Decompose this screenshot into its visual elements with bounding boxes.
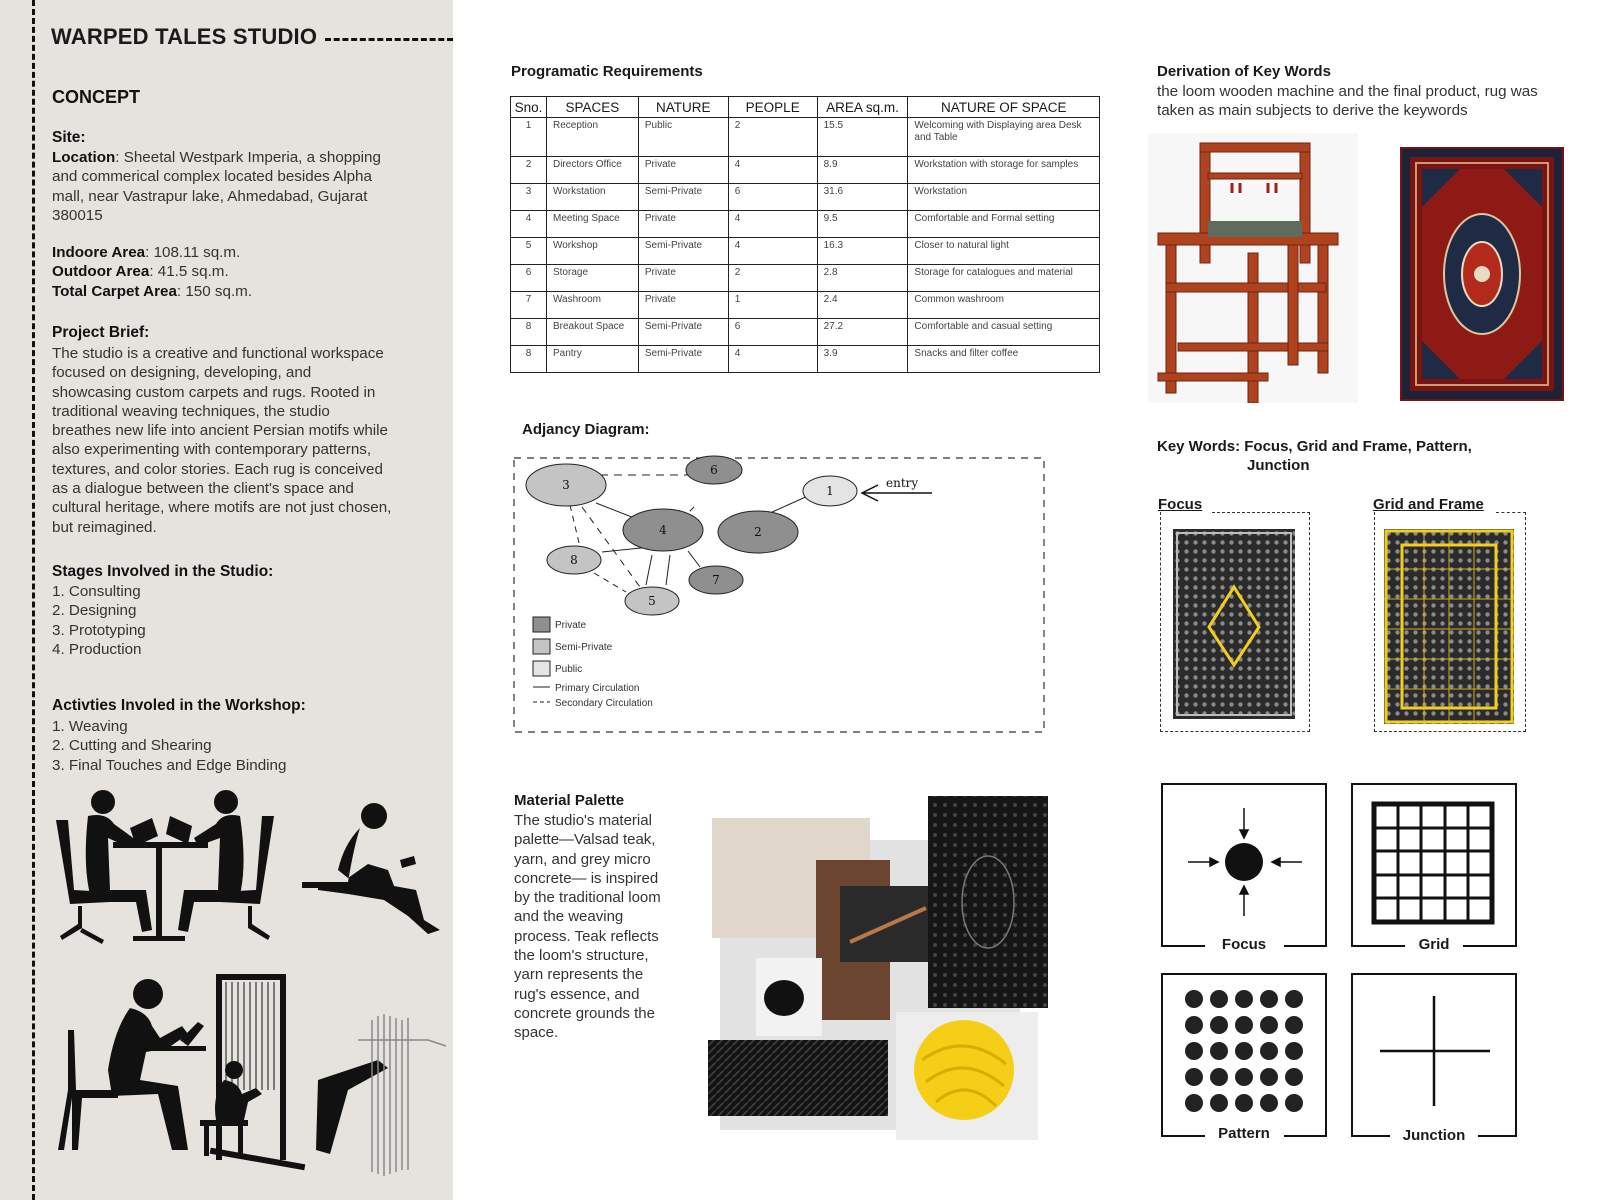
list-item: 3. Final Touches and Edge Binding (52, 756, 287, 774)
junction-icon-label: Junction (1402, 1127, 1466, 1144)
focus-label: Focus (1158, 496, 1203, 513)
table-cell: Private (638, 211, 728, 238)
column-header: AREA sq.m. (817, 97, 908, 118)
legend-secondary: Secondary Circulation (555, 698, 653, 709)
column-header: SPACES (546, 97, 638, 118)
legend-swatch-public (533, 661, 550, 676)
program-table (510, 96, 1100, 373)
grid-icon-card (1350, 782, 1518, 953)
dark-rug-swatch (928, 796, 1048, 1008)
indoor-value: : 108.11 sq.m. (145, 244, 241, 261)
table-cell: 4 (728, 157, 817, 184)
table-cell: Washroom (546, 292, 638, 319)
program-title: Programatic Requirements (511, 63, 703, 80)
table-row (511, 238, 1100, 265)
derivation-text: the loom wooden machine and the final product, rug was taken as main subjects to derive the keywords (1157, 83, 1538, 119)
table-cell: Semi-Private (638, 184, 728, 211)
focus-icon-card (1160, 782, 1328, 953)
table-cell: Private (638, 292, 728, 319)
brief-text: The studio is a creative and functional workspace focused on designing, developing, and showcasing custom carpets and rugs. Rooted in traditional weaving techniques, the studio breathes new life into ancient Persian motifs while also experimenting with contemporary patterns, textures, and color stories. Each rug is conceived as a dialogue between the client's space and cultural heritage, where motifs are not just chosen, but reimagined. (52, 345, 392, 536)
table-cell: 3.9 (817, 346, 908, 373)
table-row (511, 265, 1100, 292)
concept-sidebar (0, 0, 453, 1200)
location-label: Location (52, 149, 116, 166)
location-text: : Sheetal Westpark Imperia, a shopping and commerical complex located besides Alpha mall, near Vastrapur lake, Ahmedabad, Gujarat 380015 (52, 149, 381, 224)
table-cell: Meeting Space (546, 211, 638, 238)
table-cell: Semi-Private (638, 238, 728, 265)
table-cell: 31.6 (817, 184, 908, 211)
table-row (511, 292, 1100, 319)
outdoor-value: : 41.5 sq.m. (149, 263, 229, 281)
persian-rug-image (1400, 147, 1564, 401)
table-cell: Private (638, 265, 728, 292)
junction-icon (1350, 972, 1518, 1138)
table-row (511, 118, 1100, 157)
list-item: 1. Weaving (52, 718, 128, 735)
keywords-title-line2: Junction (1247, 457, 1310, 474)
focus-icon (1160, 782, 1328, 948)
table-header-row (511, 97, 1100, 118)
site-heading: Site: (52, 129, 86, 146)
list-item: 4. Production (52, 640, 142, 658)
list-item: 1. Consulting (52, 583, 141, 600)
table-cell: 8.9 (817, 157, 908, 184)
table-cell: Private (638, 157, 728, 184)
table-cell: 4 (728, 238, 817, 265)
sidebar-dashed-line (32, 0, 35, 1200)
node-label-5: 5 (648, 594, 656, 608)
total-value: : 150 sq.m. (176, 282, 253, 300)
keywords-title-line1: Key Words: Focus, Grid and Frame, Pattern, (1157, 438, 1472, 455)
table-row (511, 157, 1100, 184)
table-cell: 2 (728, 118, 817, 157)
grid-icon (1350, 782, 1518, 948)
table-cell: Breakout Space (546, 319, 638, 346)
stages-list (52, 582, 146, 659)
workshop-silhouette (58, 974, 388, 1170)
table-cell: Workshop (546, 238, 638, 265)
table-cell: Workstation with storage for samples (908, 157, 1100, 184)
grid-rug-image (1384, 529, 1514, 724)
pattern-icon (1160, 972, 1328, 1138)
table-cell: 15.5 (817, 118, 908, 157)
focus-icon-label: Focus (1221, 936, 1267, 953)
table-cell: 2 (728, 265, 817, 292)
table-cell: 6 (728, 184, 817, 211)
column-header: NATURE (638, 97, 728, 118)
studio-title: WARPED TALES STUDIO (51, 24, 318, 49)
list-item: 2. Cutting and Shearing (52, 737, 212, 755)
table-cell: 4 (728, 211, 817, 238)
table-cell: Semi-Private (638, 346, 728, 373)
table-cell: Pantry (546, 346, 638, 373)
table-cell: 16.3 (817, 238, 908, 265)
table-cell: Comfortable and Formal setting (908, 211, 1100, 238)
table-cell: Reception (546, 118, 638, 157)
space-nodes (526, 456, 857, 615)
table-cell: Snacks and filter coffee (908, 346, 1100, 373)
table-cell: Closer to natural light (908, 238, 1100, 265)
black-yarn-swatch (708, 1040, 888, 1116)
table-cell: Storage (546, 265, 638, 292)
table-cell: Welcoming with Displaying area Desk and Table (908, 118, 1100, 157)
activities-heading: Activties Involed in the Workshop: (52, 697, 306, 714)
table-cell: 4 (511, 211, 547, 238)
legend-swatch-semi-private (533, 639, 550, 654)
table-cell: 6 (511, 265, 547, 292)
junction-icon-card (1350, 972, 1518, 1144)
node-label-7: 7 (712, 573, 720, 587)
table-row (511, 346, 1100, 373)
table-row (511, 184, 1100, 211)
table-cell: 6 (728, 319, 817, 346)
table-cell: 2.8 (817, 265, 908, 292)
yellow-yarn-ball (914, 1020, 1014, 1120)
table-cell: 7 (511, 292, 547, 319)
grid-frame-top (1496, 512, 1526, 513)
keywords-title (1157, 437, 1537, 475)
grid-frame-label: Grid and Frame (1373, 496, 1484, 513)
activity-silhouettes (48, 790, 458, 1200)
table-cell: 8 (511, 346, 547, 373)
table-cell: 2.4 (817, 292, 908, 319)
adjacency-title: Adjancy Diagram: (522, 421, 650, 438)
table-cell: 27.2 (817, 319, 908, 346)
stages-heading: Stages Involved in the Studio: (52, 563, 274, 580)
derivation-title: Derivation of Key Words (1157, 63, 1331, 80)
table-cell: Storage for catalogues and material (908, 265, 1100, 292)
table-cell: 1 (728, 292, 817, 319)
table-cell: 1 (511, 118, 547, 157)
area-summary (52, 243, 382, 301)
table-row (511, 211, 1100, 238)
material-collage (700, 790, 1050, 1150)
node-label-3: 3 (562, 478, 570, 492)
grid-icon-label: Grid (1418, 936, 1450, 953)
meeting-silhouette (56, 790, 440, 944)
total-label: Total Carpet Area (52, 282, 177, 300)
column-header: Sno. (511, 97, 547, 118)
legend-swatch-private (533, 617, 550, 632)
outdoor-label: Outdoor Area (52, 263, 150, 281)
pattern-icon-label: Pattern (1218, 1125, 1270, 1142)
material-text: The studio's material palette—Valsad teak, yarn, and grey micro concrete— is inspired by the traditional loom and the weaving process. Teak reflects the loom's structure, yarn represents the rug's essence, and concrete grounds the space. (514, 812, 661, 1042)
node-label-4: 4 (659, 523, 667, 537)
concept-heading: CONCEPT (52, 87, 141, 107)
node-label-1: 1 (826, 484, 834, 498)
column-header: PEOPLE (728, 97, 817, 118)
adjacency-diagram (510, 455, 1046, 737)
wooden-loom-image (1148, 133, 1358, 403)
table-row (511, 319, 1100, 346)
diagram-legend (533, 617, 653, 709)
title-dashed-line (325, 38, 453, 41)
site-location (52, 148, 382, 225)
table-cell: Workstation (908, 184, 1100, 211)
table-cell: 2 (511, 157, 547, 184)
legend-public: Public (555, 664, 583, 675)
node-label-6: 6 (710, 463, 718, 477)
focus-frame-top (1212, 512, 1310, 513)
table-cell: Workstation (546, 184, 638, 211)
table-cell: Public (638, 118, 728, 157)
legend-semi-private: Semi-Private (555, 642, 613, 653)
brief-heading: Project Brief: (52, 324, 150, 341)
indoor-label: Indoore Area (52, 244, 146, 261)
table-cell: 5 (511, 238, 547, 265)
table-cell: 3 (511, 184, 547, 211)
pattern-icon-card (1160, 972, 1328, 1142)
entry-label: entry (886, 476, 919, 490)
table-cell: 8 (511, 319, 547, 346)
table-cell: Comfortable and casual setting (908, 319, 1100, 346)
focus-rug-image (1173, 529, 1295, 719)
table-cell: Common washroom (908, 292, 1100, 319)
table-cell: Directors Office (546, 157, 638, 184)
column-header: NATURE OF SPACE (908, 97, 1100, 118)
table-cell: Semi-Private (638, 319, 728, 346)
legend-private: Private (555, 620, 587, 631)
table-cell: 9.5 (817, 211, 908, 238)
list-item: 2. Designing (52, 602, 137, 620)
warp-threads (358, 1014, 446, 1176)
material-title: Material Palette (514, 792, 625, 809)
activities-list (52, 717, 286, 775)
legend-primary: Primary Circulation (555, 683, 640, 694)
node-label-2: 2 (754, 525, 762, 539)
downlight (764, 980, 804, 1016)
list-item: 3. Prototyping (52, 621, 146, 639)
table-cell: 4 (728, 346, 817, 373)
node-label-8: 8 (570, 553, 578, 567)
